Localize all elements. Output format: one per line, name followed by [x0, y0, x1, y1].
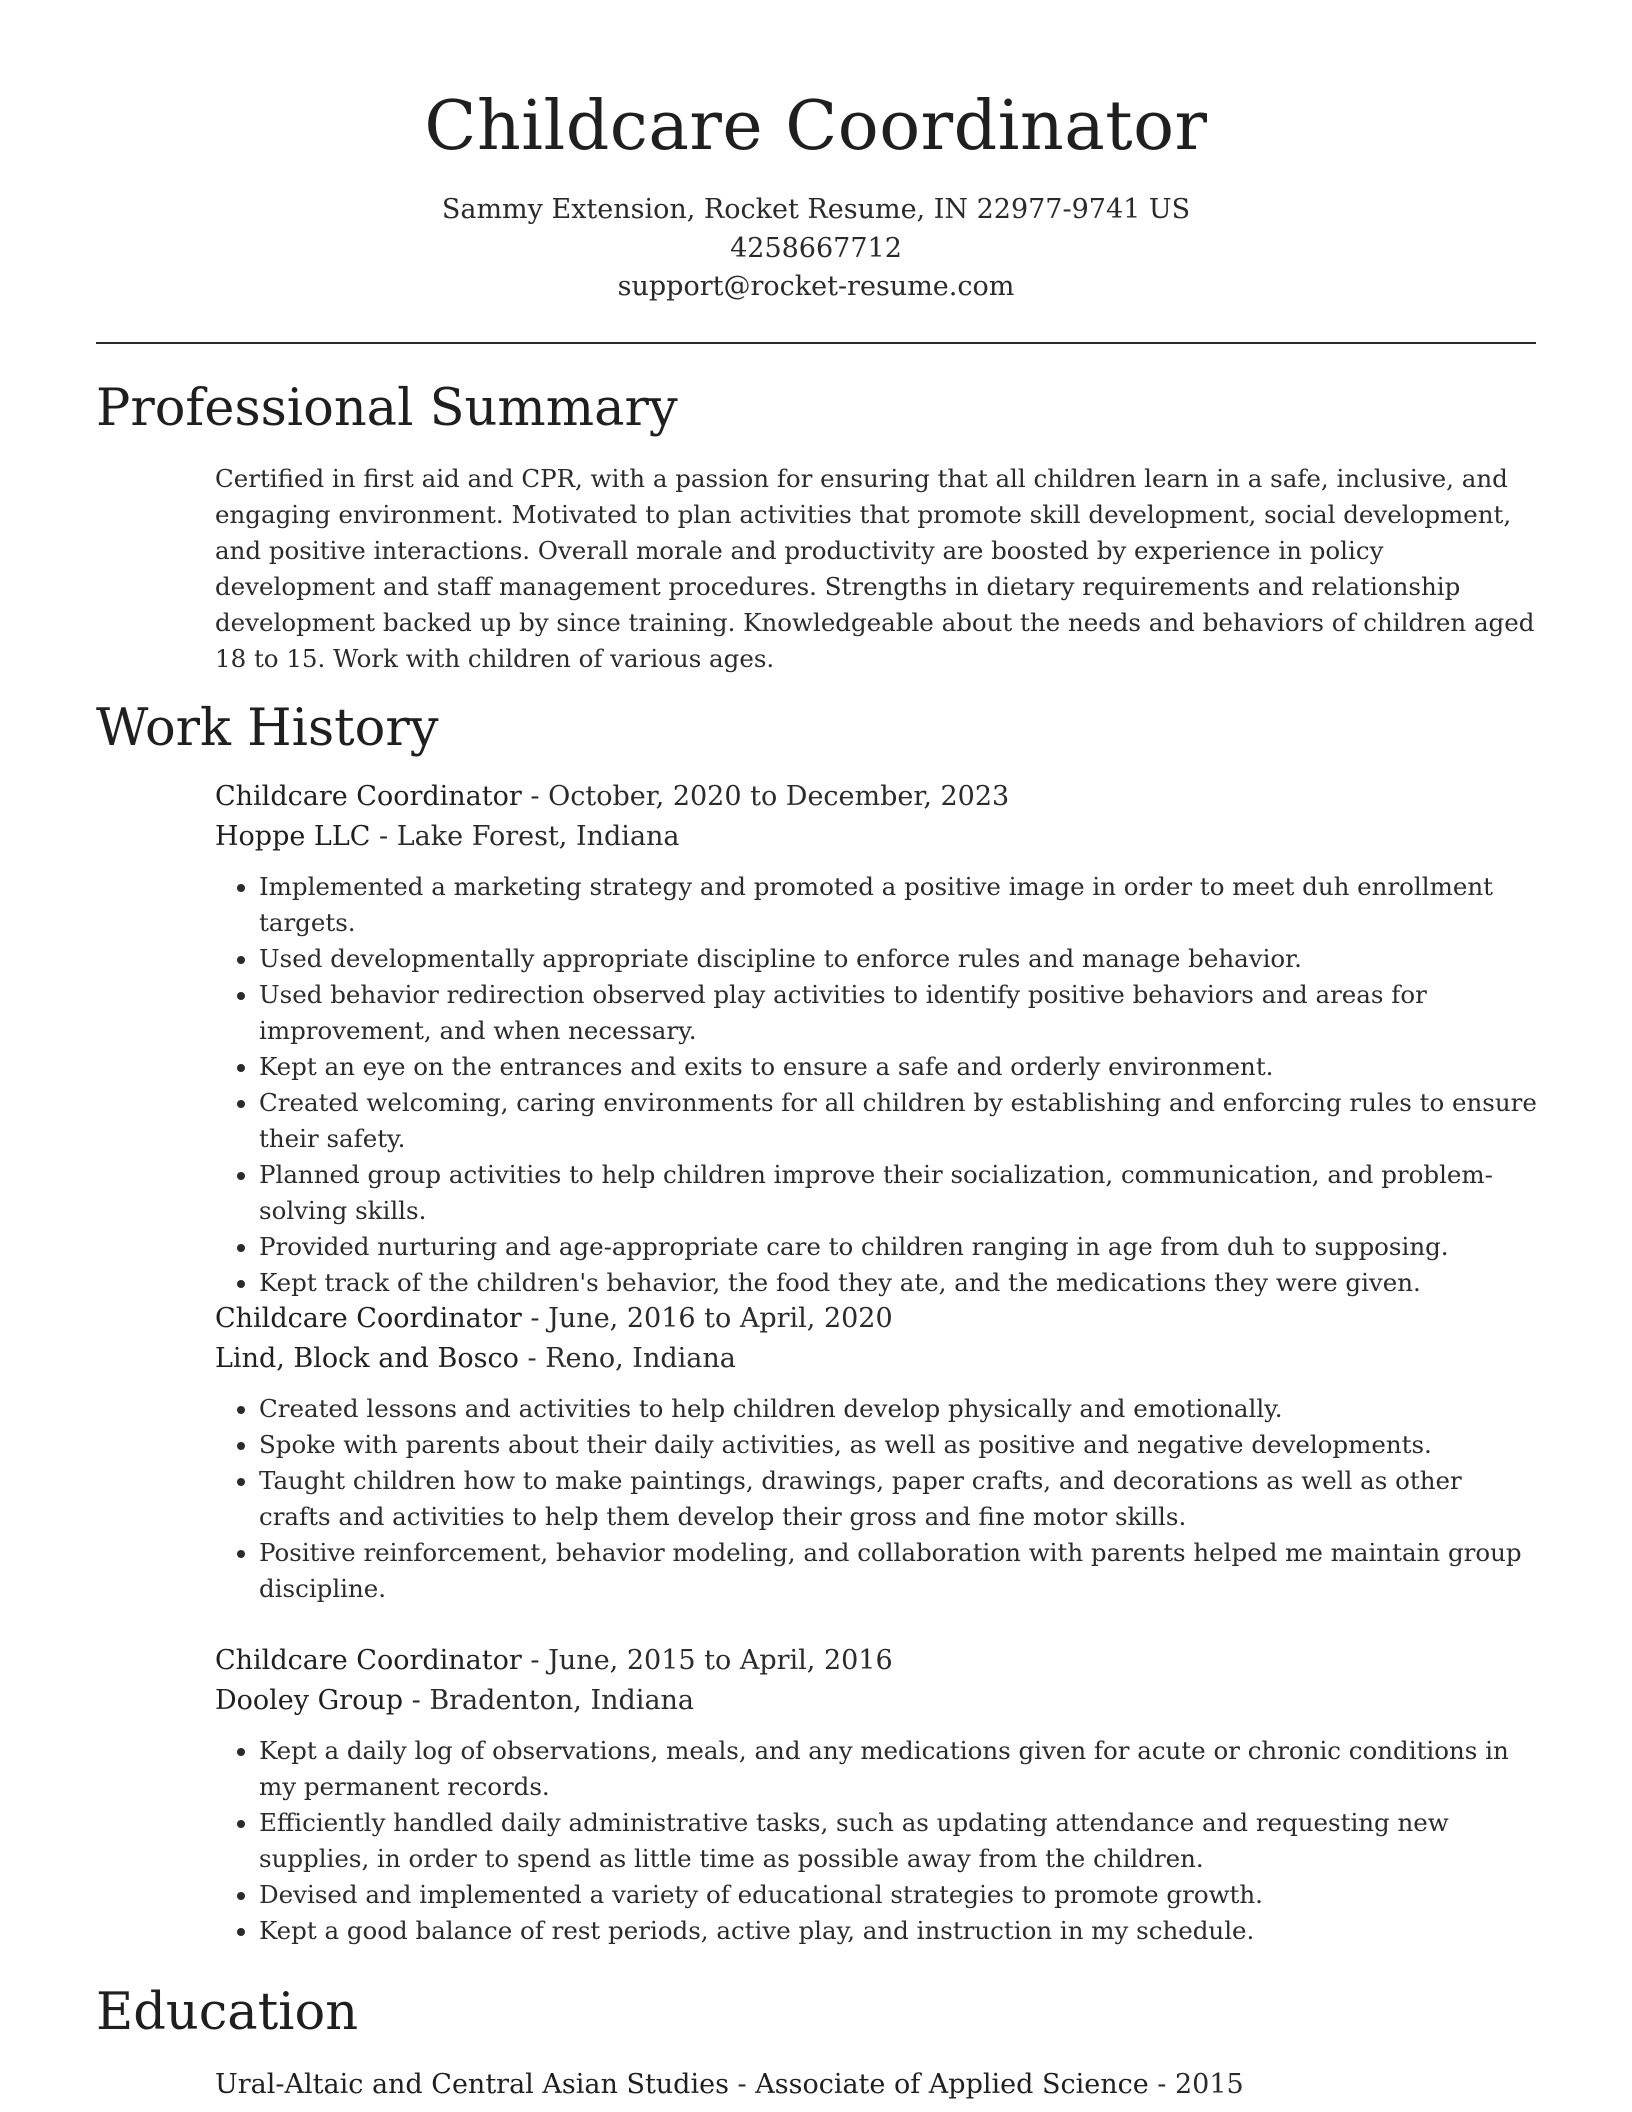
- header-divider: [96, 342, 1536, 344]
- job-separator: -: [370, 821, 397, 852]
- job-bullet: • Used developmentally appropriate discipline to enforce rules and manage behavior.: [259, 941, 1537, 977]
- job-bullet: • Created lessons and activities to help children develop physically and emotionally.: [259, 1391, 1537, 1427]
- section-title-work-history: Work History: [96, 699, 439, 758]
- job-bullet: • Used behavior redirection observed play activities to identify positive behaviors and areas for improvement, and when necessary.: [259, 977, 1537, 1049]
- job-bullet: • Kept a good balance of rest periods, active play, and instruction in my schedule.: [259, 1913, 1537, 1949]
- job-bullet-list: [215, 869, 1537, 1301]
- job-bullet: • Implemented a marketing strategy and promoted a positive image in order to meet duh enrollment targets.: [259, 869, 1537, 941]
- job-bullet: • Taught children how to make paintings, drawings, paper crafts, and decorations as well as other crafts and activities to help them develop their gross and fine motor skills.: [259, 1463, 1537, 1535]
- job-location: Reno, Indiana: [545, 1343, 736, 1374]
- job-role: Childcare Coordinator: [215, 1303, 522, 1334]
- education-entry: [215, 2065, 1537, 2105]
- education-degree: Associate of Applied Science: [755, 2069, 1149, 2100]
- contact-phone: 4258667712: [730, 233, 902, 264]
- summary-text: Certified in first aid and CPR, with a passion for ensuring that all children learn in a safe, inclusive, and engaging environment. Motivated to plan activities that promote skill development, social development, and positive interactions. Overall morale and productivity are boosted by experience in policy development and staff management procedures. Strengths in dietary requirements and relationship development backed up by since training. Knowledgeable about the needs and behaviors of children aged 18 to 15. Work with children of various ages.: [215, 464, 1535, 673]
- job-title-line: [215, 1641, 1537, 1681]
- job-bullet: • Planned group activities to help children improve their socialization, communication, and problem-solving skills.: [259, 1157, 1537, 1229]
- education-year: 2015: [1175, 2069, 1244, 2100]
- job-bullet: • Positive reinforcement, behavior modeling, and collaboration with parents helped me maintain group discipline.: [259, 1535, 1537, 1607]
- job-bullet: • Kept a daily log of observations, meals, and any medications given for acute or chronic conditions in my permanent records.: [259, 1733, 1537, 1805]
- section-title-summary: Professional Summary: [96, 379, 678, 438]
- job-company-line: [215, 1339, 1537, 1379]
- job-bullet: • Provided nurturing and age-appropriate care to children ranging in age from duh to supposing.: [259, 1229, 1537, 1265]
- job-bullet-list: [215, 1391, 1537, 1607]
- job-role: Childcare Coordinator: [215, 781, 522, 812]
- job-bullet: • Kept an eye on the entrances and exits to ensure a safe and orderly environment.: [259, 1049, 1537, 1085]
- job-title-line: [215, 777, 1537, 817]
- job-separator: -: [518, 1343, 546, 1374]
- job-separator: -: [403, 1685, 430, 1716]
- job-dates: October, 2020 to December, 2023: [548, 781, 1010, 812]
- education-field: Ural-Altaic and Central Asian Studies: [215, 2069, 729, 2100]
- job-location: Lake Forest, Indiana: [396, 821, 680, 852]
- job-company-line: [215, 817, 1537, 857]
- job-role: Childcare Coordinator: [215, 1645, 522, 1676]
- job-company-line: [215, 1681, 1537, 1721]
- education-separator: -: [728, 2069, 756, 2100]
- job-company: Dooley Group: [215, 1685, 404, 1716]
- job-bullet: • Created welcoming, caring environments for all children by establishing and enforcing rules to ensure their safety.: [259, 1085, 1537, 1157]
- job-bullet: • Kept track of the children's behavior, the food they ate, and the medications they were given.: [259, 1265, 1537, 1301]
- job-bullet-list: [215, 1733, 1537, 1949]
- job-title-line: [215, 1299, 1537, 1339]
- job-entry: [215, 777, 1537, 1301]
- job-dates: June, 2016 to April, 2020: [548, 1303, 893, 1334]
- contact-address: Sammy Extension, Rocket Resume, IN 22977-9741 US: [441, 194, 1191, 225]
- job-separator: -: [521, 781, 549, 812]
- job-separator: -: [521, 1303, 549, 1334]
- job-bullet: • Efficiently handled daily administrative tasks, such as updating attendance and requesting new supplies, in order to spend as little time as possible away from the children.: [259, 1805, 1537, 1877]
- contact-email: support@rocket-resume.com: [617, 271, 1015, 302]
- education-separator: -: [1148, 2069, 1175, 2100]
- job-entry: [215, 1299, 1537, 1607]
- job-bullet: • Spoke with parents about their daily activities, as well as positive and negative developments.: [259, 1427, 1537, 1463]
- resume-name: Childcare Coordinator: [424, 87, 1208, 166]
- job-bullet: • Devised and implemented a variety of educational strategies to promote growth.: [259, 1877, 1537, 1913]
- job-company: Lind, Block and Bosco: [215, 1343, 519, 1374]
- job-entry: [215, 1641, 1537, 1949]
- section-title-education: Education: [96, 1983, 359, 2042]
- job-dates: June, 2015 to April, 2016: [548, 1645, 893, 1676]
- job-separator: -: [521, 1645, 549, 1676]
- job-company: Hoppe LLC: [215, 821, 371, 852]
- job-location: Bradenton, Indiana: [429, 1685, 695, 1716]
